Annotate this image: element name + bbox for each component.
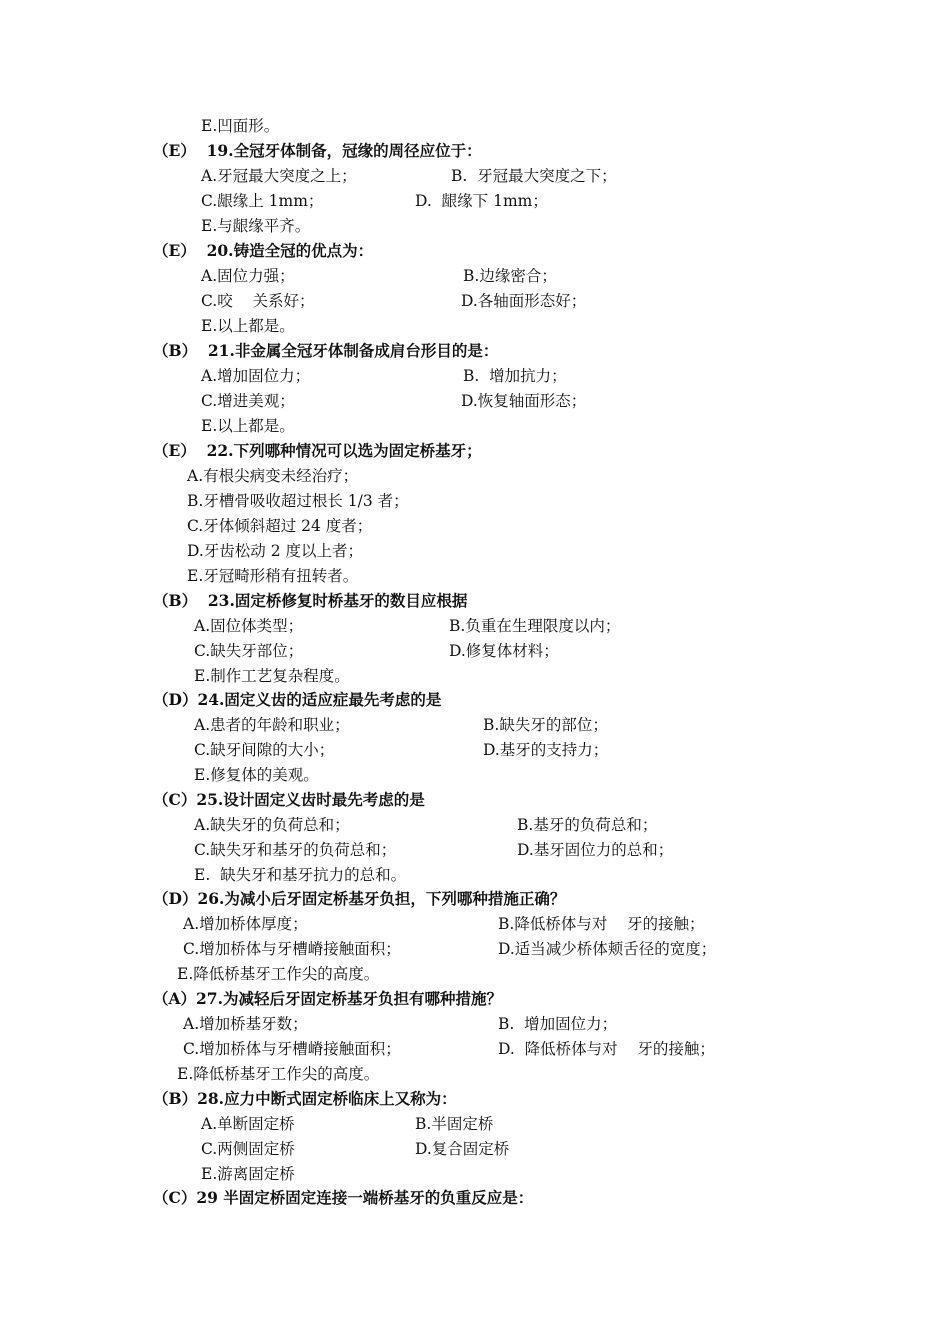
option-text: C.咬 关系好； — [201, 292, 315, 310]
option-text: A.有根尖病变未经治疗； — [187, 467, 359, 485]
option-text: C.增进美观； — [201, 392, 295, 410]
option-text: C.增加桥体与牙槽嵴接触面积； — [183, 1040, 401, 1058]
question-23: （B） 23.固定桥修复时桥基牙的数目应根据 — [153, 591, 468, 610]
option-text: C.缺失牙和基牙的负荷总和； — [194, 841, 397, 859]
option-text: C.增加桥体与牙槽嵴接触面积； — [183, 940, 401, 958]
question-24: （D）24.固定义齿的适应症最先考虑的是 — [153, 690, 442, 709]
option-text: C.缺牙间隙的大小； — [194, 741, 335, 759]
option-text: B. 增加抗力； — [463, 367, 567, 385]
option-text: B.边缘密合； — [463, 267, 557, 285]
question-20: （E） 20.铸造全冠的优点为： — [153, 241, 374, 260]
option-text: E.凹面形。 — [201, 117, 280, 135]
option-text: B. 牙冠最大突度之下； — [451, 167, 617, 185]
option-text: C.牙体倾斜超过 24 度者； — [187, 517, 373, 535]
option-text: E. 缺失牙和基牙抗力的总和。 — [194, 866, 407, 884]
option-text: C.龈缘上 1mm； — [201, 192, 324, 210]
option-text: D.基牙固位力的总和； — [517, 841, 674, 859]
option-text: A.患者的年龄和职业； — [194, 716, 350, 734]
option-text: D. 龈缘下 1mm； — [415, 192, 548, 210]
option-text: D.各轴面形态好； — [461, 292, 587, 310]
question-29: （C）29 半固定桥固定连接一端桥基牙的负重反应是： — [153, 1188, 534, 1207]
option-text: A.固位体类型； — [194, 617, 304, 635]
option-text: D. 降低桥体与对 牙的接触； — [498, 1040, 715, 1058]
question-26: （D）26.为减小后牙固定桥基牙负担，下列哪种措施正确？ — [153, 889, 566, 908]
option-text: A.固位力强； — [201, 267, 295, 285]
option-text: C.两侧固定桥 — [201, 1140, 295, 1158]
option-text: A.增加桥基牙数； — [183, 1015, 308, 1033]
question-28: （B）28.应力中断式固定桥临床上又称为： — [153, 1089, 457, 1108]
option-text: E.游离固定桥 — [201, 1165, 295, 1183]
option-text: E.与龈缘平齐。 — [201, 217, 311, 235]
option-text: E.以上都是。 — [201, 417, 295, 435]
option-text: E.降低桥基牙工作尖的高度。 — [177, 1065, 380, 1083]
option-text: A.单断固定桥 — [201, 1115, 295, 1133]
option-text: B. 增加固位力； — [498, 1015, 618, 1033]
question-27: （A）27.为减轻后牙固定桥基牙负担有哪种措施？ — [153, 989, 502, 1008]
option-text: E.制作工艺复杂程度。 — [194, 667, 350, 685]
question-22: （E） 22.下列哪种情况可以选为固定桥基牙； — [153, 441, 482, 460]
option-text: A.牙冠最大突度之上； — [201, 167, 357, 185]
option-text: B.基牙的负荷总和； — [517, 816, 658, 834]
question-21: （B） 21.非金属全冠牙体制备成肩台形目的是： — [153, 341, 499, 360]
option-text: E.降低桥基牙工作尖的高度。 — [177, 965, 380, 983]
option-text: D.恢复轴面形态； — [461, 392, 587, 410]
option-text: B.降低桥体与对 牙的接触； — [498, 915, 705, 933]
option-text: B.负重在生理限度以内； — [449, 617, 621, 635]
question-19: （E） 19.全冠牙体制备，冠缘的周径应位于： — [153, 141, 482, 160]
option-text: A.增加桥体厚度； — [183, 915, 308, 933]
option-text: D.牙齿松动 2 度以上者； — [187, 542, 364, 560]
option-text: C.缺失牙部位； — [194, 642, 304, 660]
option-text: D.复合固定桥 — [415, 1140, 510, 1158]
question-25: （C）25.设计固定义齿时最先考虑的是 — [153, 790, 425, 809]
option-text: E.牙冠畸形稍有扭转者。 — [187, 567, 359, 585]
option-text: A.增加固位力； — [201, 367, 311, 385]
option-text: E.修复体的美观。 — [194, 766, 319, 784]
option-text: B.缺失牙的部位； — [483, 716, 608, 734]
option-text: A.缺失牙的负荷总和； — [194, 816, 350, 834]
option-text: B.牙槽骨吸收超过根长 1/3 者； — [187, 492, 409, 510]
option-text: B.半固定桥 — [415, 1115, 494, 1133]
option-text: E.以上都是。 — [201, 317, 295, 335]
option-text: D.基牙的支持力； — [483, 741, 609, 759]
option-text: D.修复体材料； — [449, 642, 559, 660]
option-text: D.适当减少桥体颊舌径的宽度； — [498, 940, 717, 958]
